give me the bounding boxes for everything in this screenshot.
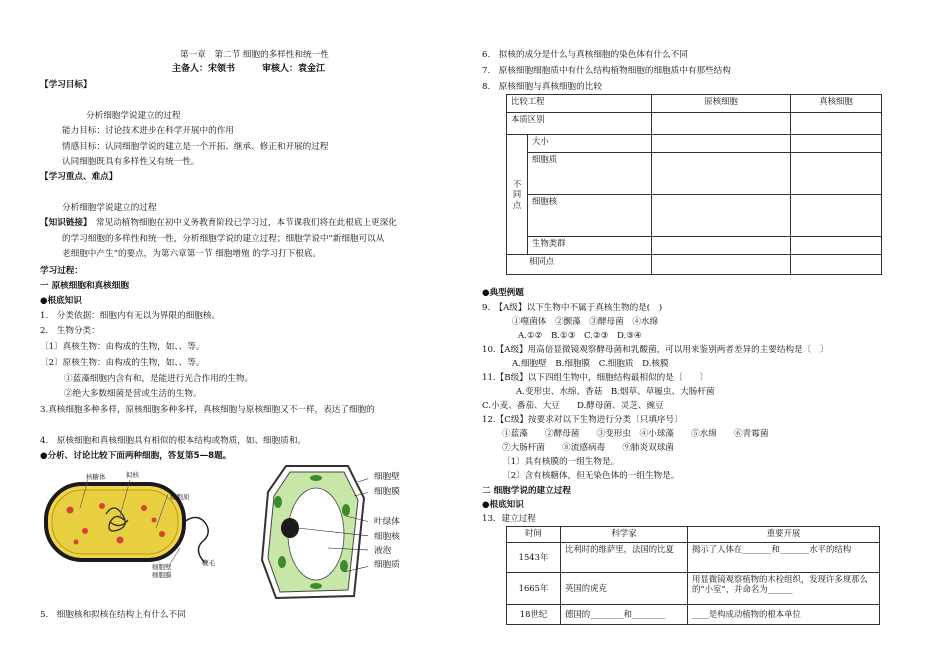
objective-item: 能力目标：讨论技术进步在科学开展中的作用 xyxy=(62,126,234,136)
item-line: 2. 生物分类： xyxy=(40,326,100,336)
question-8: 8. 原核细胞与真核细胞的比较 xyxy=(482,82,602,92)
table-cell-scientist: 德国的________和________ xyxy=(561,605,688,625)
comparison-table xyxy=(506,94,882,275)
table-cell-scientist: 比利时的维萨里，法国的比夏 xyxy=(561,543,688,573)
example-line: 10.【A级】用高倍显微镜观察酵母菌和乳酸菌，可以用来鉴别两者差异的主要结构是〔 〕 xyxy=(482,345,829,355)
section1-heading: 一 原核细胞和真核细胞 xyxy=(40,281,129,291)
table-header: 科学家 xyxy=(561,527,688,543)
example-line: ①蓝藻 ②酵母菌 ③变形虫 ④小球藻 ⑤水绵 ⑥青霉菌 xyxy=(502,429,769,439)
table-cell xyxy=(791,135,882,153)
table-cell-time: 1665年 xyxy=(507,573,561,605)
table-cell xyxy=(652,237,791,255)
item-line: 3.真核细胞多种多样，原核细胞多种多样，真核细胞与原核细胞又不一样，表达了细胞的 xyxy=(40,405,375,415)
base-knowledge-label: ●根底知识 xyxy=(40,296,82,306)
question-7: 7. 原核细胞细胞质中有什么结构植物细胞的细胞质中有那些结构 xyxy=(482,66,731,76)
base-knowledge-label: ●根底知识 xyxy=(482,500,524,510)
table-row-label: 大小 xyxy=(528,135,652,153)
objective-item: 分析细胞学说建立的过程 xyxy=(86,111,181,121)
item-line: ②绝大多数细菌是营或生活的生物。 xyxy=(64,389,202,399)
example-line: 〔1〕具有核膜的一组生物是。 xyxy=(502,457,620,467)
example-line: 12.【C级】按要求对以下生物进行分类〔只填序号〕 xyxy=(482,415,683,425)
label-cell-membrane: 细胞膜 xyxy=(152,571,172,579)
table-row-label: 细胞质 xyxy=(528,153,652,195)
example-line: 9. 【A级】以下生物中不属于真核生物的是( ) xyxy=(482,303,663,313)
objective-item: 认同细胞既具有多样性又有统一性。 xyxy=(62,157,200,167)
table-row-label: 相同点 xyxy=(507,255,652,275)
label-cell-wall: 细胞壁 xyxy=(152,563,172,571)
item-line: 4. 原核细胞和真核细胞具有相似的根本结构或物质，如、细胞质和。 xyxy=(40,436,307,446)
example-line: A.变形虫、水绵、香菇 B.烟草、草履虫、大肠杆菌 xyxy=(516,387,715,397)
example-line: A.①② B.①③ C.②③ D.③④ xyxy=(518,331,642,341)
table-cell xyxy=(652,135,791,153)
discuss-line: ●分析、讨论比较下面两种细胞，答复第5—8题。 xyxy=(40,451,232,461)
section2-heading: 二 细胞学说的建立过程 xyxy=(482,486,571,496)
process-heading: 学习过程： xyxy=(40,266,83,276)
objective-item: 情感目标：认同细胞学说的建立是一个开拓、继承、修正和开展的过程 xyxy=(62,142,329,152)
item-line: 〔2〕原核生物：由构成的生物，如、、等。 xyxy=(40,358,205,368)
label-cytoplasm: 细胞质 xyxy=(374,560,400,570)
table-row-label: 细胞核 xyxy=(528,195,652,237)
label-chloroplast: 叶绿体 xyxy=(374,517,400,527)
bacterium-figure xyxy=(40,468,220,588)
label-cell-wall: 细胞壁 xyxy=(374,472,400,482)
question-6: 6. 拟核的成分是什么与真核细胞的染色体有什么不同 xyxy=(482,50,688,60)
label-vacuole: 液泡 xyxy=(374,546,392,556)
table-cell-development: 用显微镜观察植物的木栓组织，发现许多规那么的“小室”，并命名为______ xyxy=(688,573,880,605)
table-cell xyxy=(791,237,882,255)
bacterium-drawing xyxy=(40,468,220,588)
table-header: 时间 xyxy=(507,527,561,543)
differences-label xyxy=(507,135,528,255)
label-nucleoid: 拟核 xyxy=(126,471,139,479)
knowledge-link-text: 老细胞中产生”的要点，为第六章第一节 细胞增殖 的学习打下根底。 xyxy=(62,249,322,259)
knowledge-link-text: 的学习细胞的多样性和统一性，分析细胞学说的建立过程；细胞学说中“新细胞可以从 xyxy=(62,234,385,244)
example-line: A.细胞壁 B.细胞膜 C.细胞质 D.核膜 xyxy=(512,359,669,369)
table-header: 原核细胞 xyxy=(652,95,791,113)
table-cell xyxy=(652,153,791,195)
table-cell-development: ____是构成动植物的根本单位 xyxy=(688,605,880,625)
label-ribosome: 核糖体 xyxy=(86,473,106,481)
item-line: 〔1〕真核生物：由构成的生物，如、、等。 xyxy=(40,342,205,352)
table-cell-time: 1543年 xyxy=(507,543,561,573)
table-header: 真核细胞 xyxy=(791,95,882,113)
table-row-label: 生物类群 xyxy=(528,237,652,255)
page-title: 第一章 第二节 细胞的多样性和统一性 xyxy=(180,50,329,60)
knowledge-link-label: 【知识链接】 xyxy=(40,218,92,228)
table-cell xyxy=(791,153,882,195)
label-cell-membrane: 细胞膜 xyxy=(374,487,400,497)
example-line: 〔2〕含有核糖体，但无染色体的一组生物是。 xyxy=(502,471,680,481)
table-cell xyxy=(791,255,882,275)
plant-cell-drawing xyxy=(258,462,368,602)
preparer-line: 主备人：宋领书 审核人：袁金江 xyxy=(172,64,326,74)
examples-heading: ●典型例题 xyxy=(482,288,524,298)
objectives-heading: 【学习目标】 xyxy=(40,80,92,90)
item-line: 1. 分类依据：细胞内有无以为界限的细胞核。 xyxy=(40,311,221,321)
table-cell-development: 揭示了人体在_______和_______水平的结构 xyxy=(688,543,880,573)
table-cell xyxy=(652,113,791,135)
table-row-label: 本质区别 xyxy=(507,113,652,135)
table-cell xyxy=(652,195,791,237)
differences-char: 同 xyxy=(512,189,522,200)
table-cell xyxy=(791,195,882,237)
question-5: 5. 细胞核和拟核在结构上有什么不同 xyxy=(40,610,186,620)
label-nucleus: 细胞核 xyxy=(374,532,400,542)
keypoint-item: 分析细胞学说建立的过程 xyxy=(62,203,157,213)
example-line: 11.【B级】以下四组生物中，细胞结构最相似的是〔 〕 xyxy=(482,373,709,383)
example-line: ⑦大肠杆菌 ⑧流感病毒 ⑨肺炎双球菌 xyxy=(502,443,674,453)
label-flagellum: 鞭毛 xyxy=(202,559,215,567)
plant-cell-figure xyxy=(258,462,428,602)
table-cell-scientist: 英国的虎克 xyxy=(561,573,688,605)
knowledge-link-text: 常见动植物细胞在初中义务教育阶段已学习过，本节课我们将在此根底上更深化 xyxy=(96,218,397,228)
history-table xyxy=(506,526,880,625)
differences-char: 不 xyxy=(512,179,522,190)
item-line: ①蓝藻细胞内含有和，是能进行光合作用的生物。 xyxy=(64,374,254,384)
example-line: ①噬菌体 ②颤藻 ③酵母菌 ④水绵 xyxy=(512,317,659,327)
table-header: 重要开展 xyxy=(688,527,880,543)
keypoints-heading: 【学习重点、难点】 xyxy=(40,172,118,182)
table-header: 比较工程 xyxy=(507,95,652,113)
example-line: C.小麦、番茄、大豆 D.酵母菌、灵芝、豌豆 xyxy=(482,401,664,411)
table-cell-time: 18世纪 xyxy=(507,605,561,625)
table-cell xyxy=(791,113,882,135)
label-cytoplasm: 细胞质 xyxy=(170,493,190,501)
question-13: 13．建立过程 xyxy=(482,514,536,524)
table-cell xyxy=(652,255,791,275)
differences-char: 点 xyxy=(512,199,522,210)
